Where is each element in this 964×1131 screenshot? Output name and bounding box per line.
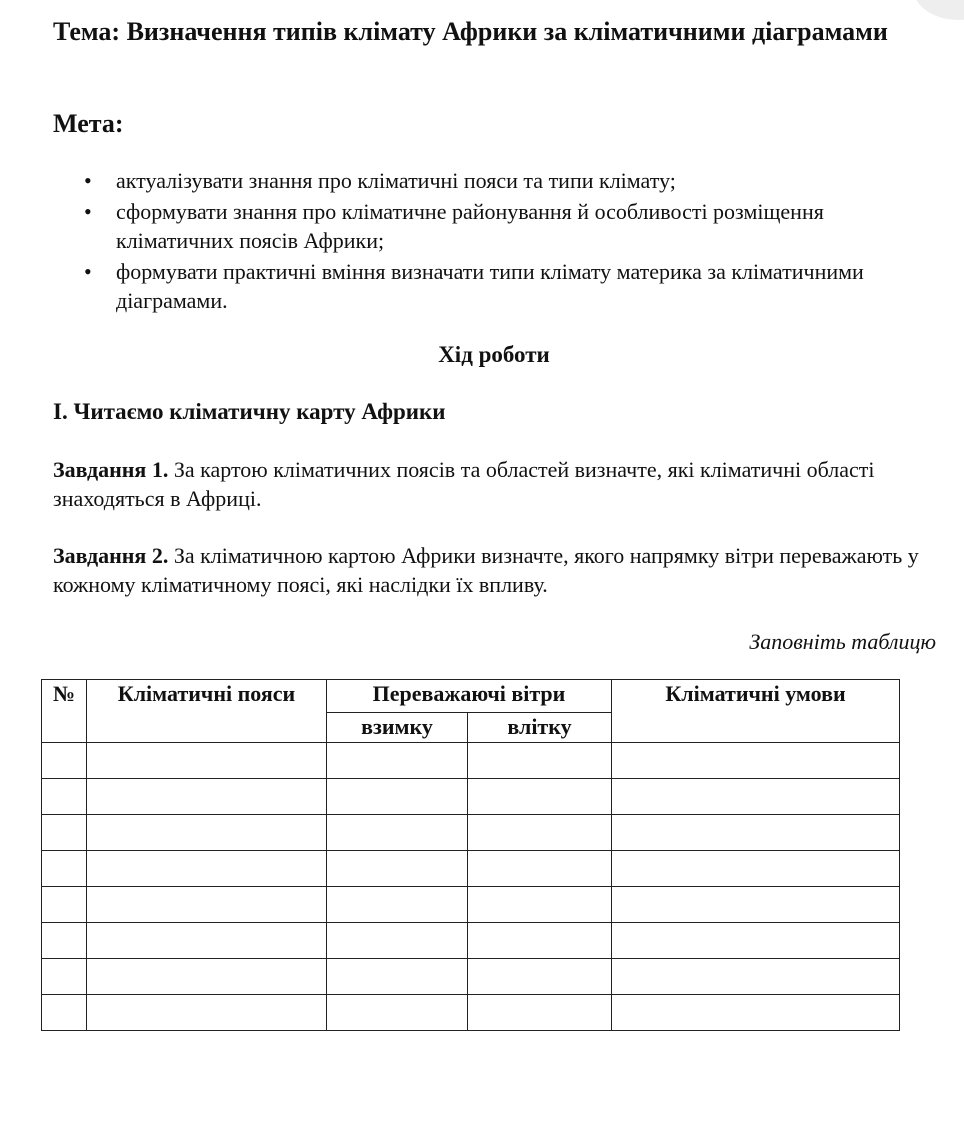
- cell-summer-wind[interactable]: [468, 815, 612, 851]
- header-summer: влітку: [468, 713, 612, 743]
- goal-text: формувати практичні вміння визначати типи клімату материка за кліматичними діаграмами.: [116, 259, 864, 313]
- cell-climate-zone[interactable]: [87, 959, 327, 995]
- task-2: [53, 541, 923, 599]
- cell-winter-wind[interactable]: [327, 779, 468, 815]
- cell-summer-wind[interactable]: [468, 995, 612, 1031]
- page-corner-shade: [914, 0, 964, 20]
- cell-summer-wind[interactable]: [468, 887, 612, 923]
- cell-climate-conditions[interactable]: [612, 923, 900, 959]
- table-row: [42, 959, 900, 995]
- cell-climate-zone[interactable]: [87, 815, 327, 851]
- bullet-icon: •: [84, 168, 92, 193]
- fill-table-note: Заповніть таблицю: [749, 629, 936, 654]
- cell-winter-wind[interactable]: [327, 815, 468, 851]
- goals-list: [84, 166, 934, 317]
- header-climate-conditions: Кліматичні умови: [612, 680, 900, 743]
- procedure-heading: Хід роботи: [438, 342, 550, 367]
- goal-heading: Мета:: [53, 109, 124, 138]
- cell-winter-wind[interactable]: [327, 743, 468, 779]
- table-row: [42, 815, 900, 851]
- header-climate-zones: Кліматичні пояси: [87, 680, 327, 743]
- goal-item: [84, 197, 934, 255]
- cell-summer-wind[interactable]: [468, 851, 612, 887]
- header-number: №: [42, 680, 87, 743]
- goal-text: сформувати знання про кліматичне районування й особливості розміщення кліматичних поясів Африки;: [116, 199, 824, 253]
- task-1-label: Завдання 1.: [53, 457, 169, 482]
- cell-climate-conditions[interactable]: [612, 743, 900, 779]
- task-2-label: Завдання 2.: [53, 543, 169, 568]
- goal-item: [84, 166, 934, 195]
- cell-climate-zone[interactable]: [87, 743, 327, 779]
- header-winter: взимку: [327, 713, 468, 743]
- cell-climate-conditions[interactable]: [612, 779, 900, 815]
- cell-summer-wind[interactable]: [468, 743, 612, 779]
- cell-climate-zone[interactable]: [87, 851, 327, 887]
- table-row: [42, 995, 900, 1031]
- bullet-icon: •: [84, 259, 92, 284]
- cell-number[interactable]: [42, 851, 87, 887]
- cell-number[interactable]: [42, 887, 87, 923]
- cell-climate-conditions[interactable]: [612, 887, 900, 923]
- cell-summer-wind[interactable]: [468, 959, 612, 995]
- cell-number[interactable]: [42, 743, 87, 779]
- task-1: [53, 455, 923, 513]
- cell-summer-wind[interactable]: [468, 923, 612, 959]
- cell-number[interactable]: [42, 959, 87, 995]
- table-row: [42, 923, 900, 959]
- cell-number[interactable]: [42, 995, 87, 1031]
- cell-number[interactable]: [42, 923, 87, 959]
- header-prevailing-winds: Переважаючі вітри: [327, 680, 612, 713]
- cell-climate-zone[interactable]: [87, 923, 327, 959]
- climate-table: [41, 679, 900, 1031]
- page-title: Тема: Визначення типів клімату Африки за кліматичними діаграмами: [53, 17, 888, 46]
- cell-climate-zone[interactable]: [87, 995, 327, 1031]
- task-1-text: За картою кліматичних поясів та областей визначте, які кліматичні області знаходяться в Африці.: [53, 457, 875, 511]
- cell-climate-conditions[interactable]: [612, 815, 900, 851]
- table-row: [42, 743, 900, 779]
- task-2-text: За кліматичною картою Африки визначте, якого напрямку вітри переважають у кожному кліматичному поясі, які наслідки їх впливу.: [53, 543, 919, 597]
- cell-winter-wind[interactable]: [327, 959, 468, 995]
- table-row: [42, 851, 900, 887]
- table-row: [42, 779, 900, 815]
- cell-climate-conditions[interactable]: [612, 851, 900, 887]
- cell-winter-wind[interactable]: [327, 887, 468, 923]
- goal-item: [84, 257, 934, 315]
- cell-summer-wind[interactable]: [468, 779, 612, 815]
- cell-climate-zone[interactable]: [87, 779, 327, 815]
- cell-winter-wind[interactable]: [327, 995, 468, 1031]
- table-row: [42, 887, 900, 923]
- table-body: [42, 743, 900, 1031]
- cell-climate-conditions[interactable]: [612, 995, 900, 1031]
- cell-winter-wind[interactable]: [327, 923, 468, 959]
- bullet-icon: •: [84, 199, 92, 224]
- cell-number[interactable]: [42, 779, 87, 815]
- cell-winter-wind[interactable]: [327, 851, 468, 887]
- cell-climate-conditions[interactable]: [612, 959, 900, 995]
- section-heading: I. Читаємо кліматичну карту Африки: [53, 399, 446, 424]
- goal-text: актуалізувати знання про кліматичні пояси та типи клімату;: [116, 168, 676, 193]
- cell-number[interactable]: [42, 815, 87, 851]
- cell-climate-zone[interactable]: [87, 887, 327, 923]
